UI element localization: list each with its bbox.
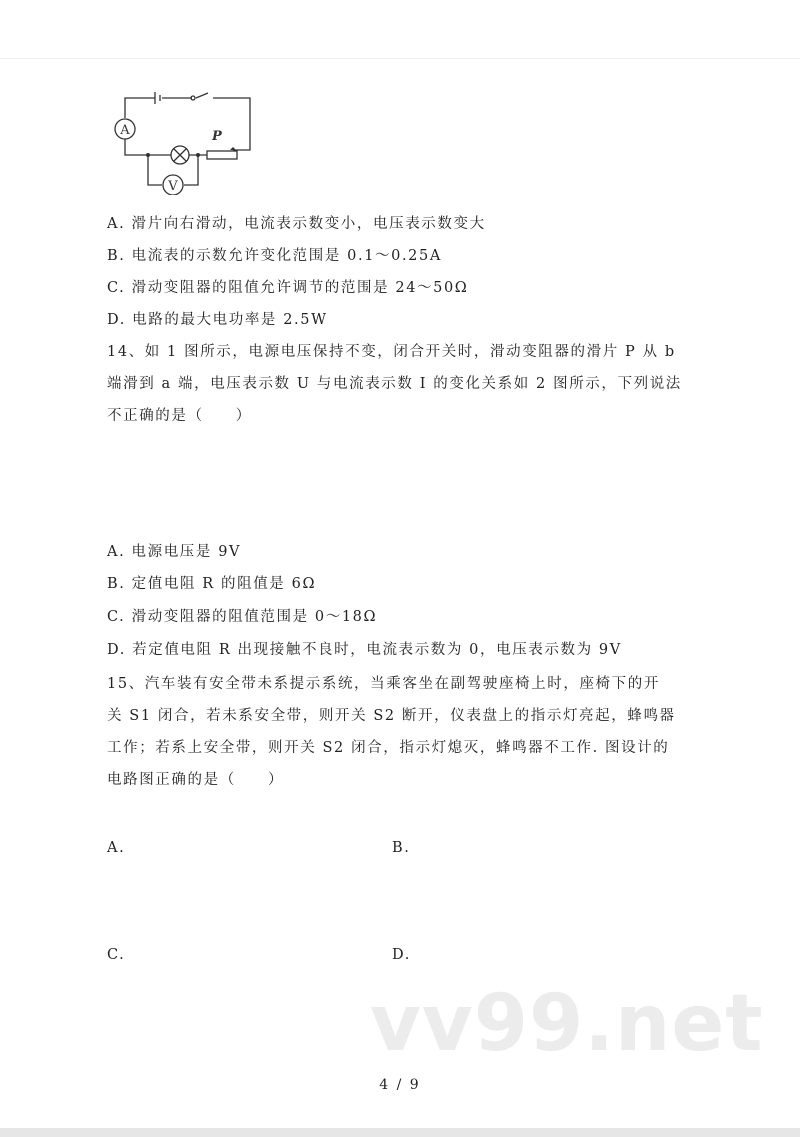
page-number: 4 / 9 <box>379 1077 421 1093</box>
q15-line: 关 S1 闭合，若未系安全带，则开关 S2 断开，仪表盘上的指示灯亮起，蜂鸣器 <box>107 708 676 724</box>
q13-option-d: D. 电路的最大电功率是 2.5W <box>107 312 328 328</box>
q13-option-b: B. 电流表的示数允许变化范围是 0.1～0.25A <box>107 248 442 264</box>
q14-option-d: D. 若定值电阻 R 出现接触不良时，电流表示数为 0，电压表示数为 9V <box>107 642 622 658</box>
q15-choice-a: A. <box>107 840 126 856</box>
q14-line: 端滑到 a 端，电压表示数 U 与电流表示数 I 的变化关系如 2 图所示，下列说法 <box>107 376 682 392</box>
page-bottom-band <box>0 1128 800 1137</box>
ammeter-label: A <box>120 123 130 138</box>
voltmeter-label: V <box>168 179 178 194</box>
q15-line: 工作；若系上安全带，则开关 S2 闭合，指示灯熄灭，蜂鸣器不工作. 图设计的 <box>107 740 670 756</box>
watermark: vv99.net <box>370 979 764 1069</box>
q14-option-c: C. 滑动变阻器的阻值范围是 0～18Ω <box>107 609 378 625</box>
q14-line: 14、如 1 图所示，电源电压保持不变，闭合开关时，滑动变阻器的滑片 P 从 b <box>107 344 676 360</box>
q15-line: 15、汽车装有安全带未系提示系统，当乘客坐在副驾驶座椅上时，座椅下的开 <box>107 676 660 692</box>
q15-choice-c: C. <box>107 947 126 963</box>
slider-label: P <box>212 129 222 144</box>
q14-option-a: A. 电源电压是 9V <box>107 544 242 560</box>
circuit-diagram <box>100 85 260 195</box>
q14-option-b: B. 定值电阻 R 的阻值是 6Ω <box>107 576 317 592</box>
q15-line: 电路图正确的是（ ） <box>107 772 285 788</box>
q15-choice-b: B. <box>392 840 411 856</box>
q13-option-c: C. 滑动变阻器的阻值允许调节的范围是 24～50Ω <box>107 280 469 296</box>
q15-choice-d: D. <box>392 947 411 963</box>
q14-line: 不正确的是（ ） <box>107 408 252 424</box>
page-top-border <box>0 58 800 59</box>
q13-option-a: A. 滑片向右滑动，电流表示数变小，电压表示数变大 <box>107 216 486 232</box>
